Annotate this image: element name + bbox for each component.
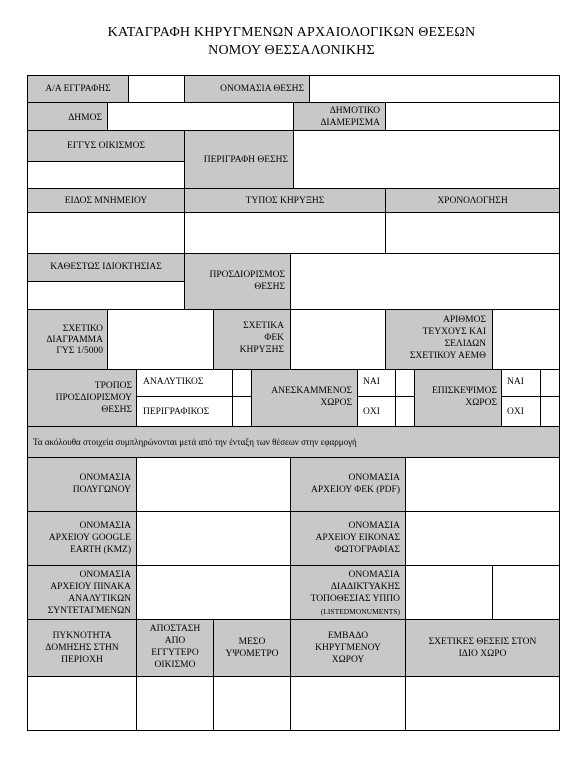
kmz-label-cell <box>27 511 137 566</box>
note-text: Τα ακόλουθα στοιχεία συμπληρώνονται μετά από την ένταξη των θέσεων στην εφαρμογή <box>33 437 357 447</box>
typos-field[interactable] <box>184 212 386 254</box>
pyknotita-field[interactable] <box>27 676 137 731</box>
eggys-field[interactable] <box>27 161 185 189</box>
episkepsimos-nai-label: ΝΑΙ <box>507 377 524 387</box>
typos-label: ΤΥΠΟΣ ΚΗΡΥΞΗΣ <box>245 196 325 206</box>
foto-label-3: ΦΩΤΟΓΡΑΦΙΑΣ <box>334 545 400 555</box>
pyknotita-label-2: ΔΟΜΗΣΗΣ ΣΤΗΝ <box>45 643 119 653</box>
apostasi-field[interactable] <box>136 676 214 731</box>
sxetikes-label-2: ΙΔΙΟ ΧΩΡΟ <box>458 649 507 659</box>
ypppo-field-2[interactable] <box>492 565 560 620</box>
anaskammenos-nai-label-cell <box>357 369 396 397</box>
form-title-line2: ΝΟΜΟΥ ΘΕΣΣΑΛΟΝΙΚΗΣ <box>208 43 375 58</box>
eidos-label: ΕΙΔΟΣ ΜΝΗΜΕΙΟΥ <box>64 196 148 206</box>
episkepsimos-oxi-checkbox[interactable] <box>540 396 560 427</box>
perigrafi-field[interactable] <box>293 130 560 189</box>
ypppo-label-cell <box>290 565 406 620</box>
apostasi-label-3: ΕΓΓΥΤΕΡΟ <box>151 648 199 658</box>
emvado-field[interactable] <box>290 676 406 731</box>
perigrafikos-checkbox[interactable] <box>232 396 252 427</box>
fek-label-cell <box>213 309 291 370</box>
note-row <box>27 426 560 458</box>
emvado-label-1: ΕΜΒΑΔΟ <box>327 631 369 641</box>
foto-label-cell <box>290 511 406 566</box>
dimotiko-label-1: ΔΗΜΟΤΙΚΟ <box>329 106 380 116</box>
episkepsimos-label-cell <box>414 369 502 427</box>
kathestos-label-cell <box>27 253 185 282</box>
dimotiko-field[interactable] <box>385 102 560 131</box>
emvado-label-3: ΧΩΡΟΥ <box>331 655 365 665</box>
form-title-line1: ΚΑΤΑΓΡΑΦΗ ΚΗΡΥΓΜΕΝΩΝ ΑΡΧΑΙΟΛΟΓΙΚΩΝ ΘΕΣΕΩΝ <box>107 25 476 40</box>
analytikos-label: ΑΝΑΛΥΤΙΚΟΣ <box>143 377 204 387</box>
arithmos-label-4: ΣΧΕΤΙΚΟΥ ΑΕΜΘ <box>409 351 486 361</box>
onomasia-thesis-field[interactable] <box>309 75 560 103</box>
analytikos-label-cell <box>136 369 233 397</box>
arithmos-label-3: ΣΕΛΙΔΩΝ <box>444 339 486 349</box>
episkepsimos-oxi-label: ΟΧΙ <box>507 407 524 417</box>
anaskammenos-oxi-label: ΟΧΙ <box>363 407 380 417</box>
sxetiko-label-cell <box>27 309 108 370</box>
anaskammenos-nai-label: ΝΑΙ <box>363 377 380 387</box>
anaskammenos-label-2: ΧΩΡΟΣ <box>320 398 352 408</box>
pinaka-label-4: ΣΥΝΤΕΤΑΓΜΕΝΩΝ <box>47 606 131 616</box>
perigrafi-label-cell <box>184 130 294 189</box>
ypppo-label-4: (LISTEDMONUMENTS) <box>320 607 400 616</box>
pdf-field[interactable] <box>405 457 560 512</box>
kmz-label-2: ΑΡΧΕΙΟΥ GOOGLE <box>48 533 131 543</box>
perigrafikos-label: ΠΕΡΙΓΡΑΦΙΚΟΣ <box>143 407 210 417</box>
pinaka-label-cell <box>27 565 137 620</box>
anaskammenos-label-cell <box>251 369 358 427</box>
anaskammenos-nai-checkbox[interactable] <box>395 369 415 397</box>
dimotiko-label-2: ΔΙΑΜΕΡΙΣΜΑ <box>320 118 380 128</box>
ypppo-field-1[interactable] <box>405 565 493 620</box>
fek-label-2: ΦΕΚ <box>264 333 284 343</box>
arithmos-label-2: ΤΕΥΧΟΥΣ ΚΑΙ <box>422 327 486 337</box>
kmz-label-1: ΟΝΟΜΑΣΙΑ <box>79 521 131 531</box>
foto-field[interactable] <box>405 511 560 566</box>
foto-label-2: ΑΡΧΕΙΟΥ ΕΙΚΟΝΑΣ <box>315 533 400 543</box>
prosdiorismos-label-2: ΘΕΣΗΣ <box>254 282 285 292</box>
fek-label-1: ΣΧΕΤΙΚΑ <box>243 321 284 331</box>
prosdiorismos-label-cell <box>184 253 291 310</box>
polygonou-label-2: ΠΟΛΥΓΩΝΟΥ <box>72 485 131 495</box>
fek-field[interactable] <box>290 309 386 370</box>
analytikos-checkbox[interactable] <box>232 369 252 397</box>
foto-label-1: ΟΝΟΜΑΣΙΑ <box>348 521 400 531</box>
xronologisi-label-cell <box>385 188 560 213</box>
episkepsimos-nai-label-cell <box>501 369 541 397</box>
episkepsimos-label-1: ΕΠΙΣΚΕΨΙΜΟΣ <box>431 386 497 396</box>
onomasia-thesis-label: ΟΝΟΜΑΣΙΑ ΘΕΣΗΣ <box>220 84 304 94</box>
eidos-field[interactable] <box>27 212 185 254</box>
episkepsimos-nai-checkbox[interactable] <box>540 369 560 397</box>
episkepsimos-oxi-label-cell <box>501 396 541 427</box>
pinaka-label-2: ΑΡΧΕΙΟΥ ΠΙΝΑΚΑ <box>50 582 131 592</box>
pyknotita-label-3: ΠΕΡΙΟΧΗ <box>61 655 103 665</box>
pdf-label-2: ΑΡΧΕΙΟΥ ΦΕΚ (PDF) <box>311 485 400 495</box>
kathestos-field[interactable] <box>27 281 185 310</box>
aa-field[interactable] <box>128 75 185 103</box>
anaskammenos-label-1: ΑΝΕΣΚΑΜΜΕΝΟΣ <box>271 386 352 396</box>
onomasia-thesis-label-cell <box>184 75 310 103</box>
aa-label: Α/Α ΕΓΓΡΑΦΗΣ <box>45 84 111 94</box>
pyknotita-label-cell <box>27 619 137 677</box>
dimos-label-cell <box>27 102 108 131</box>
eggys-label: ΕΓΓΥΣ ΟΙΚΙΣΜΟΣ <box>67 141 145 151</box>
tropos-label-cell <box>27 369 137 427</box>
pdf-label-1: ΟΝΟΜΑΣΙΑ <box>348 473 400 483</box>
kmz-label-3: EARTH (KMZ) <box>70 545 131 555</box>
polygonou-field[interactable] <box>136 457 291 512</box>
perigrafi-label: ΠΕΡΙΓΡΑΦΗ ΘΕΣΗΣ <box>203 155 288 165</box>
tropos-label-3: ΘΕΣΗΣ <box>101 405 132 415</box>
dimos-label: ΔΗΜΟΣ <box>68 113 102 123</box>
ypppo-label-2: ΔΙΑΔΙΚΤΥΑΚΗΣ <box>330 582 400 592</box>
polygonou-label-cell <box>27 457 137 512</box>
pdf-label-cell <box>290 457 406 512</box>
pinaka-label-3: ΑΝΑΛΥΤΙΚΩΝ <box>68 594 131 604</box>
ypppo-label-1: ΟΝΟΜΑΣΙΑ <box>348 570 400 580</box>
dimos-field[interactable] <box>107 102 294 131</box>
meso-field[interactable] <box>213 676 291 731</box>
xronologisi-label: ΧΡΟΝΟΛΟΓΗΣΗ <box>437 196 508 206</box>
meso-label-cell <box>213 619 291 677</box>
eidos-label-cell <box>27 188 185 213</box>
fek-label-3: ΚΗΡΥΞΗΣ <box>239 345 284 355</box>
kathestos-label: ΚΑΘΕΣΤΩΣ ΙΔΙΟΚΤΗΣΙΑΣ <box>50 262 162 272</box>
anaskammenos-oxi-checkbox[interactable] <box>395 396 415 427</box>
typos-label-cell <box>184 188 386 213</box>
ypppo-label-3: ΤΟΠΟΘΕΣΙΑΣ ΥΠΠΟ <box>310 594 400 604</box>
apostasi-label-1: ΑΠΟΣΤΑΣΗ <box>149 624 201 634</box>
sxetikes-field[interactable] <box>405 676 560 731</box>
apostasi-label-2: ΑΠΟ <box>164 636 186 646</box>
arithmos-label-1: ΑΡΙΘΜΟΣ <box>442 315 486 325</box>
arithmos-label-cell <box>385 309 493 370</box>
kmz-field[interactable] <box>136 511 291 566</box>
episkepsimos-label-2: ΧΩΡΟΣ <box>465 398 497 408</box>
arithmos-field[interactable] <box>492 309 560 370</box>
pinaka-label-1: ΟΝΟΜΑΣΙΑ <box>79 570 131 580</box>
anaskammenos-oxi-label-cell <box>357 396 396 427</box>
sxetiko-label-1: ΣΧΕΤΙΚΟ <box>62 324 103 334</box>
meso-label-2: ΥΨΟΜΕΤΡΟ <box>225 649 279 659</box>
xronologisi-field[interactable] <box>385 212 560 254</box>
perigrafikos-label-cell <box>136 396 233 427</box>
tropos-label-2: ΠΡΟΣΔΙΟΡΙΣΜΟΥ <box>55 393 132 403</box>
pyknotita-label-1: ΠΥΚΝΟΤΗΤΑ <box>52 631 112 641</box>
prosdiorismos-field[interactable] <box>290 253 560 310</box>
emvado-label-2: ΚΗΡΥΓΜΕΝΟΥ <box>315 643 381 653</box>
aa-label-cell <box>27 75 129 103</box>
dimotiko-label-cell <box>293 102 386 131</box>
emvado-label-cell <box>290 619 406 677</box>
apostasi-label-cell <box>136 619 214 677</box>
sxetikes-label-cell <box>405 619 560 677</box>
sxetikes-label-1: ΣΧΕΤΙΚΕΣ ΘΕΣΕΙΣ ΣΤΟΝ <box>428 637 537 647</box>
sxetiko-label-3: ΓΥΣ 1/5000 <box>56 346 103 356</box>
sxetiko-label-2: ΔΙΑΓΡΑΜΜΑ <box>46 335 103 345</box>
pinaka-field[interactable] <box>136 565 291 620</box>
prosdiorismos-label-1: ΠΡΟΣΔΙΟΡΙΣΜΟΣ <box>209 270 285 280</box>
polygonou-label-1: ΟΝΟΜΑΣΙΑ <box>79 473 131 483</box>
apostasi-label-4: ΟΙΚΙΣΜΟ <box>154 660 196 670</box>
eggys-label-cell <box>27 130 185 162</box>
meso-label-1: ΜΕΣΟ <box>238 637 266 647</box>
sxetiko-field[interactable] <box>107 309 214 370</box>
tropos-label-1: ΤΡΟΠΟΣ <box>94 381 132 391</box>
